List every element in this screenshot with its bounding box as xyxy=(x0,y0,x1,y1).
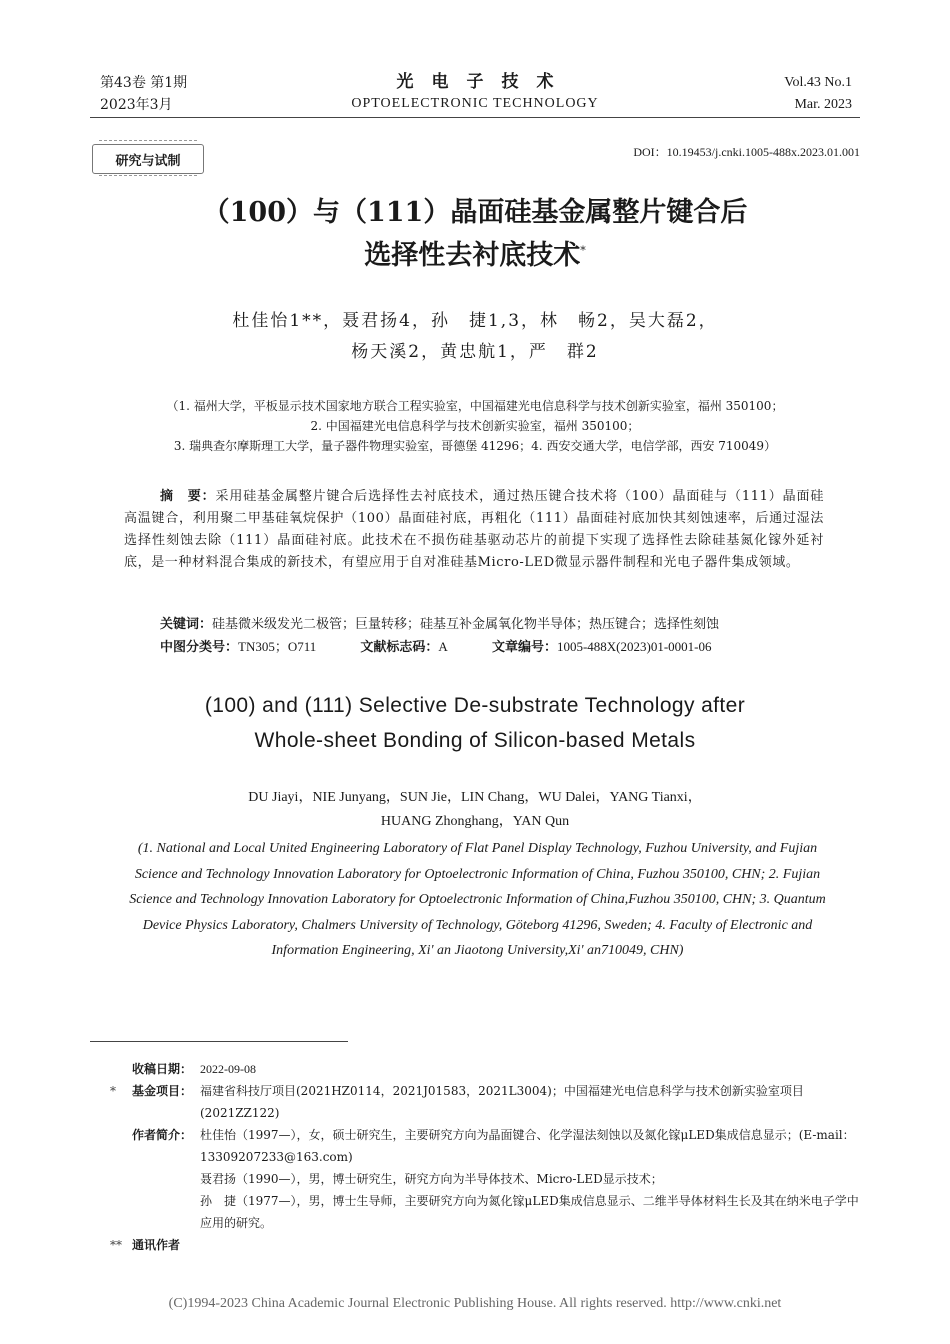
doc-code-value: A xyxy=(438,639,448,654)
keywords-label: 关键词： xyxy=(160,617,213,632)
bio-text-3: 孙 捷（1977—），男，博士生导师，主要研究方向为氮化镓μLED集成信息显示、二维半导体材料生长及其在纳米电子学中应用的研究。 xyxy=(200,1194,859,1230)
authors-en xyxy=(0,786,950,834)
affiliation-cn-line: （1. 福州大学，平板显示技术国家地方联合工程实验室，中国福建光电信息科学与技术创新实验室，福州 350100； xyxy=(166,399,784,413)
title-cn-line1: （100）与（111）晶面硅基金属整片键合后 xyxy=(202,197,748,228)
authors-en-line2: HUANG Zhonghang，YAN Qun xyxy=(380,814,570,829)
footnote-divider xyxy=(90,1041,348,1042)
corresponding-label: 通讯作者 xyxy=(132,1238,181,1252)
fund-label: 基金项目： xyxy=(132,1084,193,1098)
title-footnote-mark: * xyxy=(580,244,586,257)
bio-row xyxy=(110,1124,870,1168)
authors-cn xyxy=(0,306,950,368)
received-label: 收稿日期： xyxy=(132,1062,193,1076)
affiliation-cn-line: 3. 瑞典查尔摩斯理工大学，量子器件物理实验室，哥德堡 41296；4. 西安交通大学，电信学部，西安 710049） xyxy=(173,439,777,453)
date-cn: 2023年3月 xyxy=(100,97,173,113)
volume-issue-en: Vol.43 No.1 xyxy=(784,75,852,90)
classification-row xyxy=(160,636,840,659)
clc-label: 中图分类号： xyxy=(160,640,239,655)
fund-mark: * xyxy=(110,1084,116,1098)
affiliations-en: (1. National and Local United Engineering Laboratory of Flat Panel Display Technology, Fuzhou University, and Fujian Science and Technology Innovation Laboratory for Optoelectronic Information of China, Fuzhou 350100, CHN; 2. Fujian Science and Technology Innovation Laboratory for Optoelectronic Information of China,Fuzhou 350100, CHN; 3. Quantum Device Physics Laboratory, Chalmers University of Technology, Göteborg 41296, Sweden; 4. Faculty of Electronic and Information Engineering, Xi' an Jiaotong University,Xi' an710049, CHN) xyxy=(129,841,826,958)
abstract xyxy=(124,486,824,574)
bio-label: 作者简介： xyxy=(132,1128,193,1142)
doc-code-label: 文献标志码： xyxy=(360,640,439,655)
authors-cn-line1: 杜佳怡1**，聂君扬4，孙 捷1,3，林 畅2，吴大磊2， xyxy=(232,311,718,331)
received-date: 2022-09-08 xyxy=(200,1062,256,1076)
date-en: Mar. 2023 xyxy=(794,97,852,112)
received-row xyxy=(110,1058,870,1080)
corresponding-row xyxy=(110,1234,870,1256)
abstract-label: 摘 要： xyxy=(160,489,216,504)
title-en xyxy=(0,688,950,758)
footnotes xyxy=(110,1058,870,1256)
authors-cn-line2: 杨天溪2，黄忠航1，严 群2 xyxy=(351,342,599,362)
keywords-text: 硅基微米级发光二极管；巨量转移；硅基互补金属氧化物半导体；热压键合；选择性刻蚀 xyxy=(212,617,720,632)
affiliations-cn xyxy=(0,396,950,456)
fund-text: 福建省科技厅项目(2021HZ0114，2021J01583，2021L3004)；中国福建光电信息科学与技术创新实验室项目(2021ZZ122) xyxy=(200,1084,804,1120)
bio-text-1: 杜佳怡（1997—），女，硕士研究生，主要研究方向为晶面键合、化学湿法刻蚀以及氮化镓μLED集成信息显示；(E-mail：13309207233@163.com) xyxy=(200,1128,855,1164)
journal-name-en: OPTOELECTRONIC TECHNOLOGY xyxy=(351,96,599,111)
article-no-label: 文章编号： xyxy=(491,640,557,655)
keywords-block xyxy=(160,614,840,659)
title-cn-line2: 选择性去衬底技术 xyxy=(364,240,581,271)
article-no-value: 1005-488X(2023)01-0001-06 xyxy=(556,639,712,654)
journal-name-cn: 光电子技术 xyxy=(396,72,572,92)
title-cn xyxy=(0,194,950,275)
section-badge: 研究与试制 xyxy=(92,144,204,174)
affiliation-cn-line: 2. 中国福建光电信息科学与技术创新实验室，福州 350100； xyxy=(310,419,640,433)
authors-en-line1: DU Jiayi，NIE Junyang，SUN Jie，LIN Chang，WU Dalei，YANG Tianxi， xyxy=(248,790,702,805)
doi: DOI：10.19453/j.cnki.1005-488x.2023.01.001 xyxy=(633,145,860,159)
header-divider xyxy=(90,117,860,118)
title-en-line2: Whole-sheet Bonding of Silicon-based Metals xyxy=(254,729,696,752)
corresponding-mark: ** xyxy=(110,1238,122,1252)
bio-text-2: 聂君扬（1990—），男，博士研究生，研究方向为半导体技术、Micro-LED显示技术； xyxy=(200,1172,663,1186)
copyright-notice: (C)1994-2023 China Academic Journal Electronic Publishing House. All rights reserved. http://www.cnki.net xyxy=(168,1296,782,1311)
journal-issue-en xyxy=(784,72,852,116)
volume-issue-cn: 第43卷 第1期 xyxy=(100,75,188,91)
clc-value: TN305；O711 xyxy=(238,639,317,654)
abstract-text: 采用硅基金属整片键合后选择性去衬底技术，通过热压键合技术将（100）晶面硅与（111）晶面硅高温键合，利用聚二甲基硅氧烷保护（100）晶面硅衬底，再粗化（111）晶面硅衬底加快其刻蚀速率，后通过湿法选择性刻蚀去除（111）晶面硅衬底。此技术在不损伤硅基驱动芯片的前提下实现了选择性去除硅基氮化镓外延衬底，是一种材料混合集成的新技术，有望应用于自对准硅基Micro-LED微显示器件制程和光电子器件集成领域。 xyxy=(124,489,824,570)
title-en-line1: (100) and (111) Selective De-substrate Technology after xyxy=(204,694,746,717)
fund-row xyxy=(110,1080,870,1124)
